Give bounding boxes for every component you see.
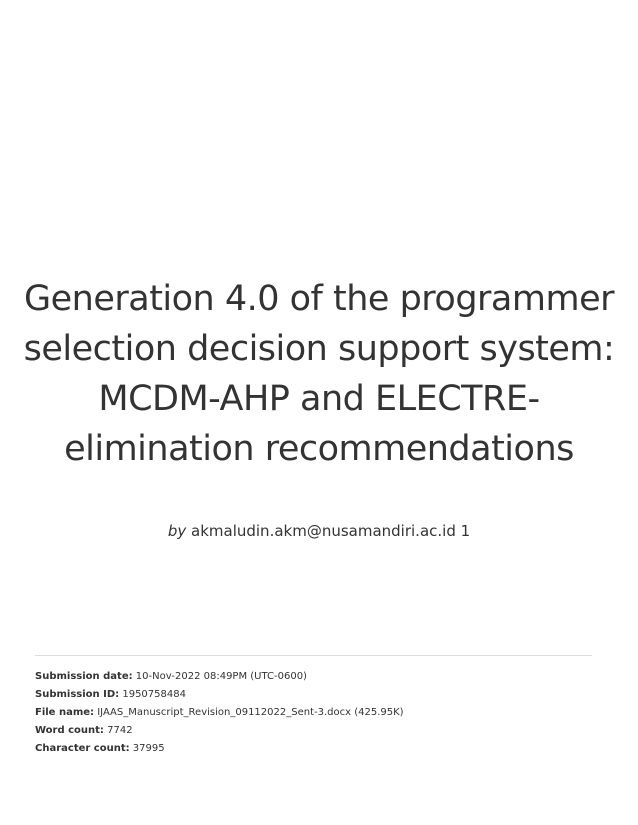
author-byline: [20, 521, 618, 541]
by-label: by: [167, 522, 187, 540]
submission-info: [35, 668, 592, 758]
word-count-row: [35, 722, 592, 740]
document-title: Generation 4.0 of the programmer selection decision support system: MCDM-AHP and ELECTRE-elimination recommendations: [23, 279, 615, 469]
character-count-value: 37995: [132, 743, 165, 754]
file-name-value: IJAAS_Manuscript_Revision_09112022_Sent-3.docx (425.95K): [97, 707, 404, 718]
file-name-label: File name:: [35, 707, 95, 718]
character-count-row: [35, 740, 592, 758]
submission-id-value: 1950758484: [122, 689, 186, 700]
word-count-value: 7742: [107, 725, 133, 736]
submission-date-label: Submission date:: [35, 671, 133, 682]
submission-id-row: [35, 686, 592, 704]
word-count-label: Word count:: [35, 725, 104, 736]
author-email: akmaludin.akm@nusamandiri.ac.id 1: [191, 522, 471, 540]
submission-id-label: Submission ID:: [35, 689, 120, 700]
submission-date-row: [35, 668, 592, 686]
section-divider: [35, 655, 592, 656]
file-name-row: [35, 704, 592, 722]
submission-date-value: 10-Nov-2022 08:49PM (UTC-0600): [135, 671, 307, 682]
character-count-label: Character count:: [35, 743, 130, 754]
